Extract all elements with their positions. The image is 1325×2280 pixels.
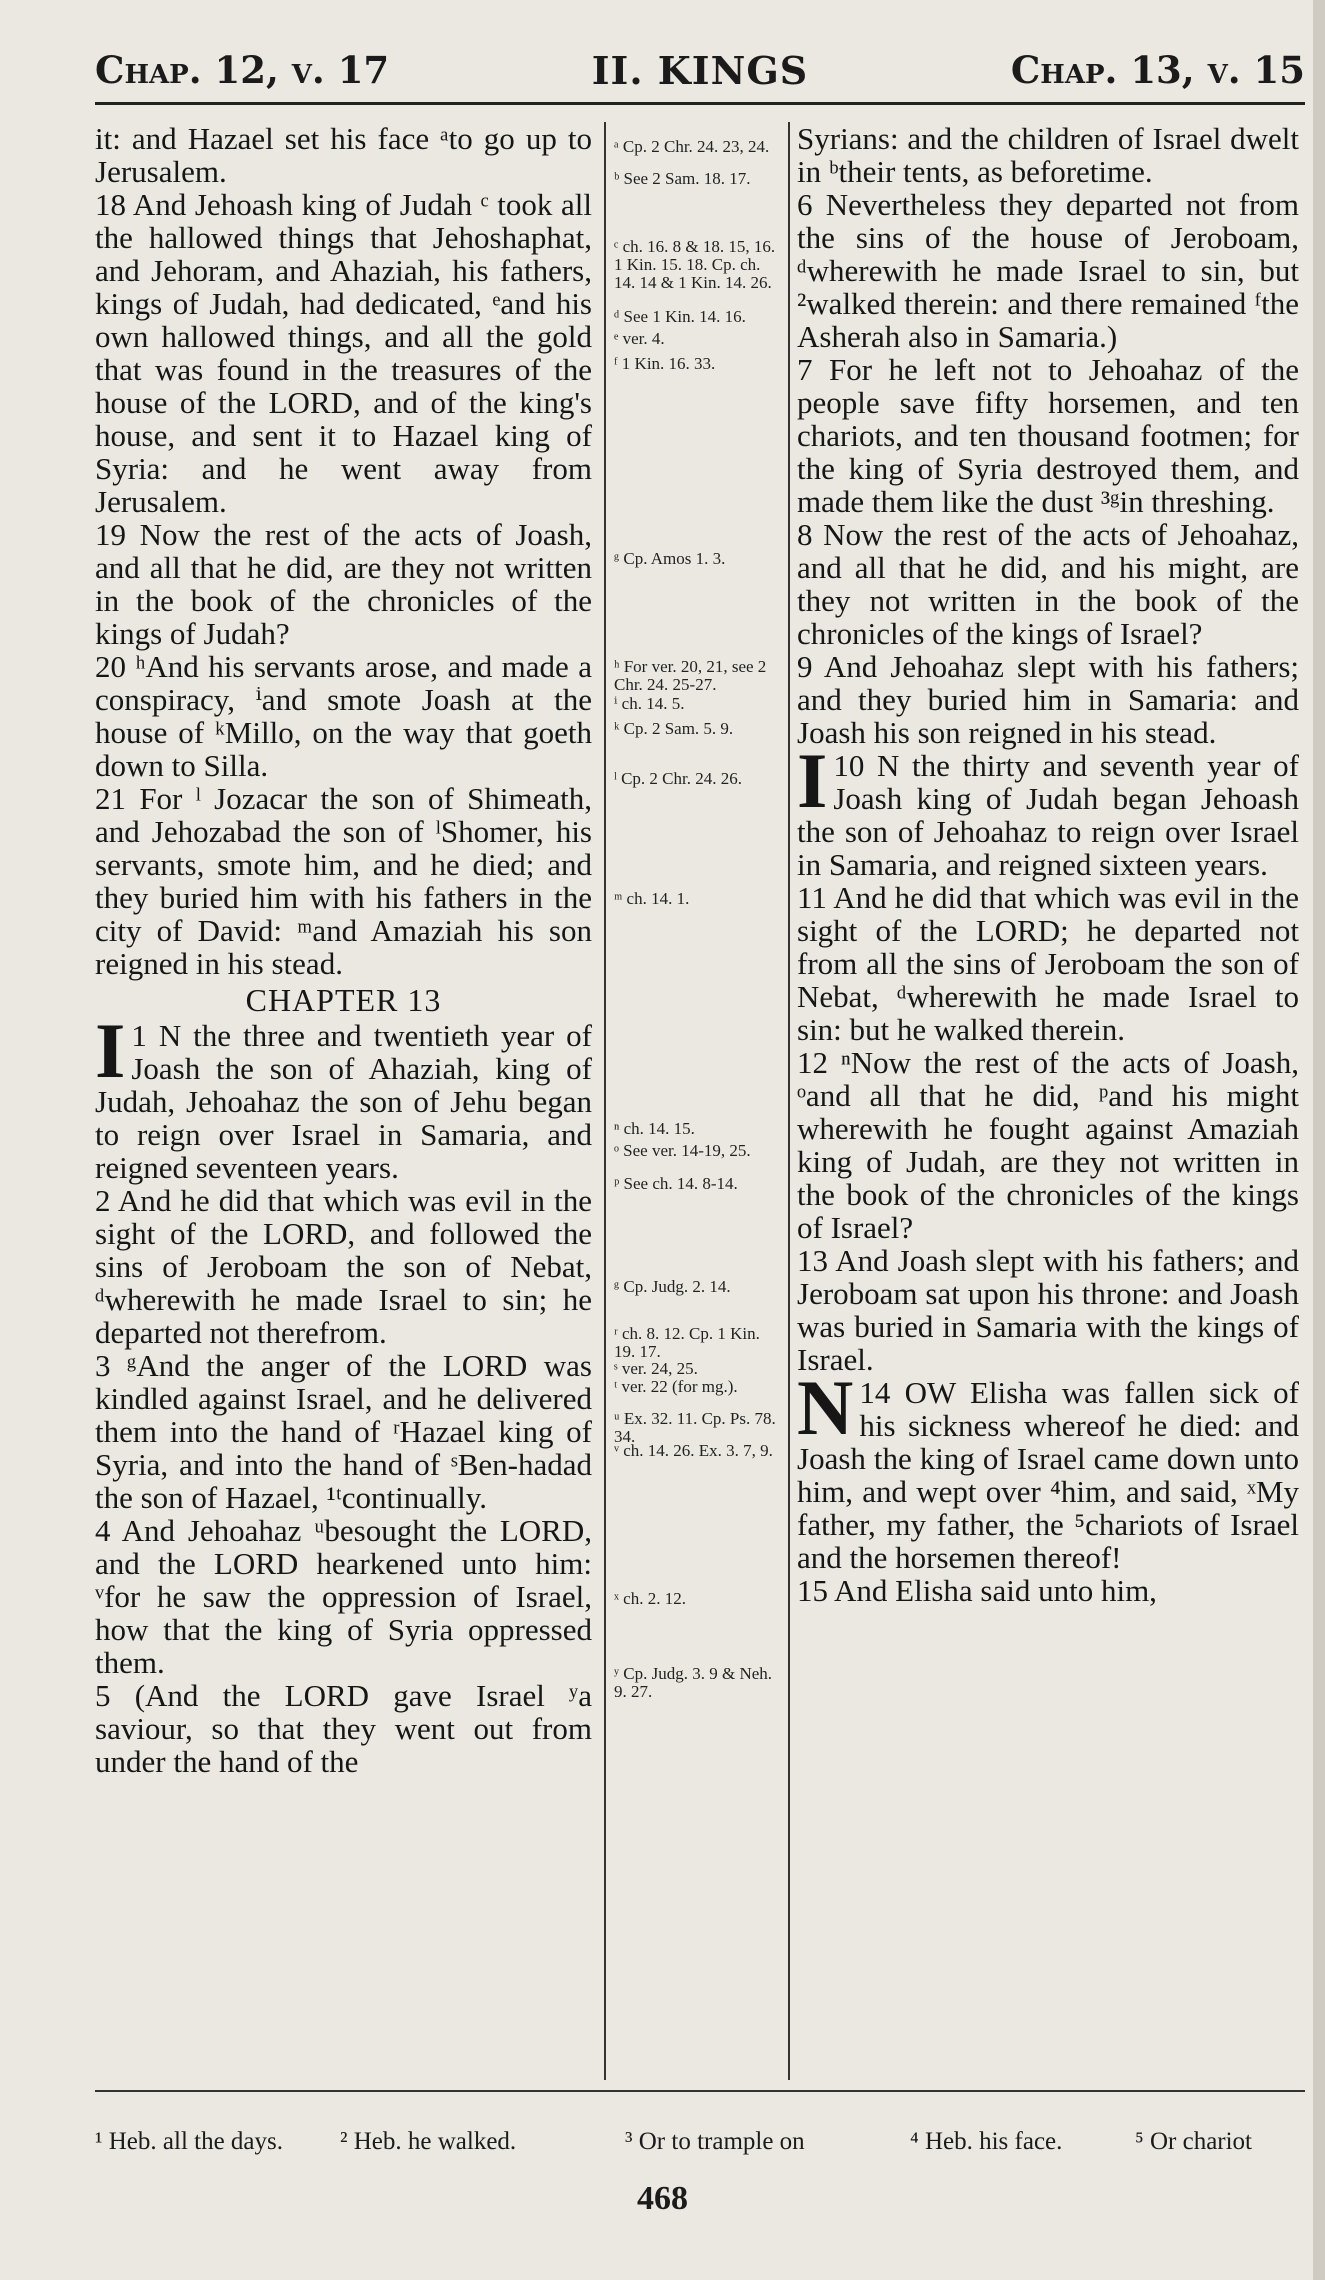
verse-text-dropcap [797, 1364, 1300, 1575]
cross-reference: ᵍ Cp. Judg. 2. 14. [614, 1277, 731, 1296]
cross-reference: ʳ ch. 8. 12. Cp. 1 Kin. 19. 17. [614, 1324, 760, 1361]
verse-text: 3 ᵍAnd the anger of the LORD was kindled against Israel, and he delivered them into the hand of ʳHazael king of Syria, and into the hand of ˢBen-hadad the son of Hazael, ¹ᵗcontinually. [95, 1348, 592, 1515]
cross-reference: ˢ ver. 24, 25. [614, 1359, 698, 1378]
footnote: ¹ Heb. all the days. [95, 2128, 284, 2155]
verse-text: 9 And Jehoahaz slept with his fathers; and they buried him in Samaria: and Joash his son reigned in his stead. [797, 649, 1299, 750]
cross-reference: ˡ Cp. 2 Chr. 24. 26. [614, 769, 742, 788]
cross-reference: ᵖ See ch. 14. 8-14. [614, 1174, 738, 1193]
cross-reference: ᵛ ch. 14. 26. Ex. 3. 7, 9. [614, 1441, 773, 1460]
verse-number: 10 [833, 748, 865, 783]
verse-text: 15 And Elisha said unto him, [797, 1573, 1157, 1608]
right-text-column [797, 122, 1299, 1607]
cross-reference: ᵐ ch. 14. 1. [614, 889, 690, 908]
header-rule [95, 102, 1305, 105]
verse-text: Syrians: and the children of Israel dwelt in ᵇtheir tents, as beforetime. [797, 121, 1299, 189]
chapter-heading: CHAPTER 13 [245, 982, 442, 1018]
footnote: ⁴ Heb. his face. [910, 2128, 1063, 2155]
verse-number: 14 [859, 1375, 891, 1410]
cross-reference: ᵘ Ex. 32. 11. Cp. Ps. 78. 34. [614, 1409, 776, 1446]
verse-text: 5 (And the LORD gave Israel ʸa saviour, so that they went out from under the hand of the [95, 1678, 592, 1779]
drop-cap: N [797, 1364, 854, 1451]
verse-text: 21 For ˡ Jozacar the son of Shimeath, and Jehozabad the son of ˡShomer, his servants, smote him, and he died; and they buried him with his fathers in the city of David: ᵐand Amaziah his son reigned in his stead. [95, 781, 592, 981]
verse-body: N the thirty and seventh year of Joash king of Judah began Jehoash the son of Jehoahaz to reign over Israel in Samaria, and reigned sixteen years. [797, 748, 1299, 882]
footnote: ⁵ Or chariot [1135, 2128, 1253, 2155]
verse-text-dropcap [95, 1007, 592, 1185]
header-right: Chap. 13, v. 15 [1010, 48, 1305, 92]
page-spine-shadow [1313, 0, 1325, 2280]
footnotes [95, 2128, 1305, 2168]
column-divider-right [788, 122, 790, 2080]
drop-cap: I [95, 1007, 126, 1094]
verse-text: 19 Now the rest of the acts of Joash, and all that he did, are they not written in the book of the chronicles of the kings of Judah? [95, 517, 592, 651]
verse-text: 13 And Joash slept with his fathers; and Jeroboam sat upon his throne: and Joash was buried in Samaria with the kings of Israel. [797, 1243, 1299, 1377]
cross-reference: ᵈ See 1 Kin. 14. 16. [614, 307, 746, 326]
verse-text: it: and Hazael set his face ᵃto go up to Jerusalem. [95, 121, 592, 189]
footnote: ³ Or to trample on [625, 2128, 805, 2155]
verse-text: 18 And Jehoash king of Judah ᶜ took all the hallowed things that Jehoshaphat, and Jehoram, and Ahaziah, his fathers, kings of Judah, had dedicated, ᵉand his own hallowed things, and all the gold that was found in the treasures of the house of the LORD, and of the king's house, and sent it to Hazael king of Syria: and he went away from Jerusalem. [95, 187, 592, 519]
verse-body: N the three and twentieth year of Joash the son of Ahaziah, king of Judah, Jehoahaz the son of Jehu began to reign over Israel in Samaria, and reigned seventeen years. [95, 1018, 592, 1185]
column-divider-left [604, 122, 606, 2080]
cross-reference: ᵇ See 2 Sam. 18. 17. [614, 169, 751, 188]
cross-reference: ᵒ See ver. 14-19, 25. [614, 1141, 751, 1160]
footnote-rule [95, 2090, 1305, 2092]
header-book-title: II. KINGS [591, 48, 809, 93]
cross-reference: ⁿ ch. 14. 15. [614, 1119, 695, 1138]
drop-cap: I [797, 737, 828, 824]
verse-body: OW Elisha was fallen sick of his sickness whereof he died: and Joash the king of Israel came down unto him, and wept over ⁴him, and said, ˣMy father, my father, the ⁵chariots of Israel and the horsemen thereof! [797, 1375, 1300, 1575]
cross-reference: ʸ Cp. Judg. 3. 9 & Neh. 9. 27. [614, 1664, 773, 1701]
cross-reference: ᵍ Cp. Amos 1. 3. [614, 549, 726, 568]
footnote: ² Heb. he walked. [340, 2128, 517, 2155]
cross-reference: ⁱ ch. 14. 5. [614, 694, 685, 713]
left-text-column [95, 122, 592, 1778]
page-number: 468 [637, 2180, 688, 2217]
cross-reference: ˣ ch. 2. 12. [614, 1589, 686, 1608]
verse-text: 6 Nevertheless they departed not from the sins of the house of Jeroboam, ᵈwherewith he made Israel to sin, but ²walked therein: and there remained ᶠthe Asherah also in Samaria.) [797, 187, 1299, 354]
verse-text: 20 ʰAnd his servants arose, and made a conspiracy, ⁱand smote Joash at the house of ᵏMillo, on the way that goeth down to Silla. [95, 649, 592, 783]
cross-reference: ᵃ Cp. 2 Chr. 24. 23, 24. [614, 137, 770, 156]
verse-text: 8 Now the rest of the acts of Jehoahaz, and all that he did, and his might, are they not written in the book of the chronicles of the kings of Israel? [797, 517, 1299, 651]
running-header [95, 48, 1305, 108]
verse-text: 2 And he did that which was evil in the sight of the LORD, and followed the sins of Jeroboam the son of Nebat, ᵈwherewith he made Israel to sin; he departed not therefrom. [95, 1183, 592, 1350]
verse-text-dropcap [797, 737, 1299, 882]
cross-reference: ᵗ ver. 22 (for mg.). [614, 1377, 738, 1396]
verse-text: 7 For he left not to Jehoahaz of the people save fifty horsemen, and ten chariots, and ten thousand footmen; for the king of Syria destroyed them, and made them like the dust ³ᵍin threshing. [797, 352, 1299, 519]
cross-reference: ᶜ ch. 16. 8 & 18. 15, 16. 1 Kin. 15. 18. Cp. ch. 14. 14 & 1 Kin. 14. 26. [614, 237, 776, 292]
verse-text: 11 And he did that which was evil in the sight of the LORD; he departed not from all the sins of Jeroboam the son of Nebat, ᵈwherewith he made Israel to sin: but he walked therein. [797, 880, 1299, 1047]
cross-reference: ᵏ Cp. 2 Sam. 5. 9. [614, 719, 734, 738]
verse-number: 1 [131, 1018, 147, 1053]
cross-reference: ᶠ 1 Kin. 16. 33. [614, 354, 716, 373]
header-left: Chap. 12, v. 17 [95, 48, 390, 92]
cross-reference: ᵉ ver. 4. [614, 329, 665, 348]
cross-reference: ʰ For ver. 20, 21, see 2 Chr. 24. 25-27. [614, 657, 767, 694]
verse-text: 12 ⁿNow the rest of the acts of Joash, ᵒand all that he did, ᵖand his might wherewith he fought against Amaziah king of Judah, are they not written in the book of the chronicles of the kings of Israel? [797, 1045, 1299, 1245]
verse-text: 4 And Jehoahaz ᵘbesought the LORD, and the LORD hearkened unto him: ᵛfor he saw the oppression of Israel, how that the king of Syria oppressed them. [95, 1513, 592, 1680]
